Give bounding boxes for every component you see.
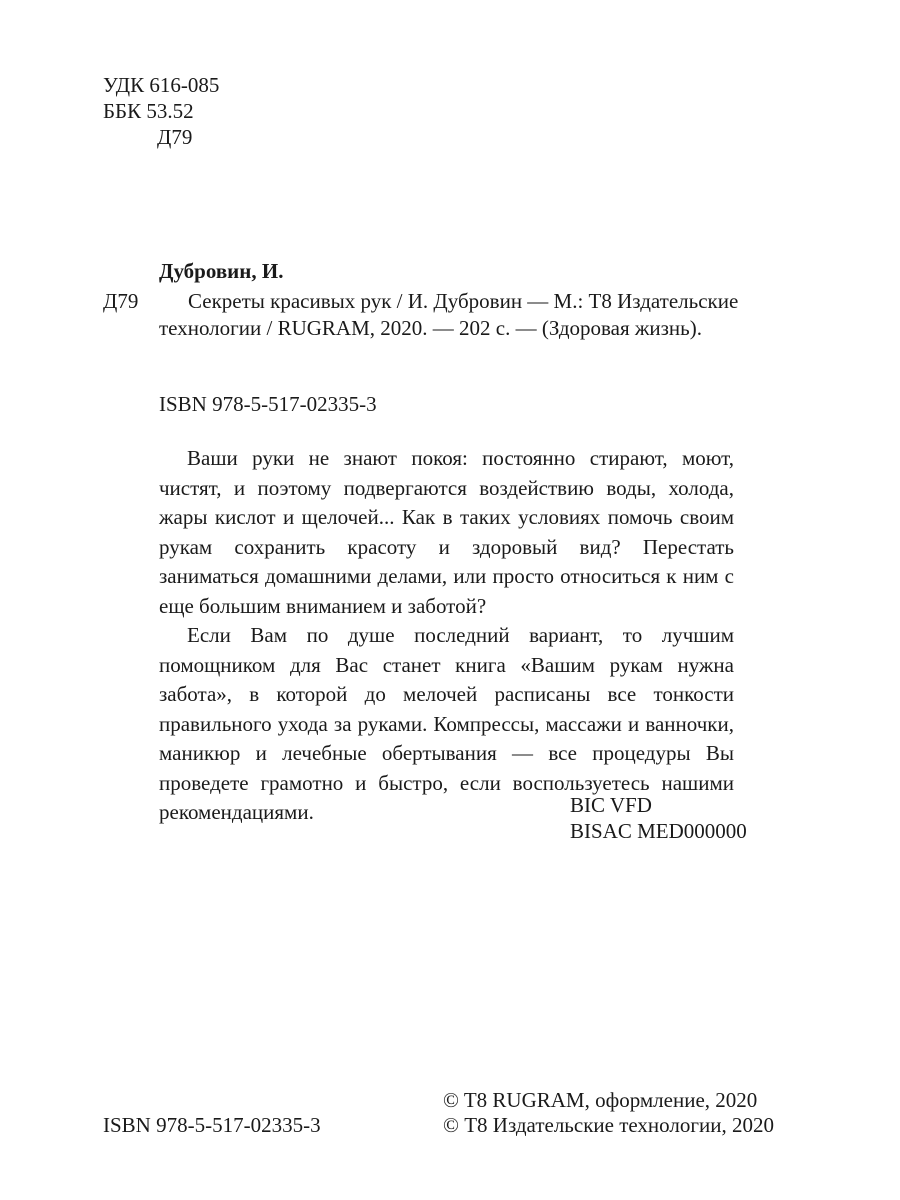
bib-description-line2: технологии / RUGRAM, 2020. — 202 с. — (Здоровая жизнь).	[159, 316, 702, 340]
annotation-paragraph-2: Если Вам по душе последний вариант, то лучшим помощником для Вас станет книга «Вашим рукам нужна забота», в которой до мелочей расписаны все тонкости правильного ухода за руками. Компрессы, массажи и ванночки, маникюр и лечебные обертывания — все процедуры Вы проведете грамотно и быстро, если воспользуетесь нашими рекомендациями.	[159, 623, 734, 824]
bic-code: BIC VFD	[570, 793, 652, 817]
bisac-code: BISAC MED000000	[570, 819, 747, 843]
copyright-t8: © Т8 Издательские технологии, 2020	[443, 1113, 774, 1137]
udk-code: УДК 616-085	[103, 73, 220, 97]
annotation	[159, 444, 734, 828]
annotation-paragraph-1: Ваши руки не знают покоя: постоянно стирают, моют, чистят, и поэтому подвергаются воздействию воды, холода, жары кислот и щелочей... Как в таких условиях помочь своим рукам сохранить красоту и здоровый вид? Перестать заниматься домашними делами, или просто относиться к ним с еще большим вниманием и заботой?	[159, 446, 734, 618]
footer-isbn: ISBN 978-5-517-02335-3	[103, 1113, 321, 1137]
isbn-entry: ISBN 978-5-517-02335-3	[159, 392, 377, 416]
author-mark-top: Д79	[157, 125, 193, 149]
bib-description-line1: Секреты красивых рук / И. Дубровин — М.: Т8 Издательские	[188, 289, 739, 313]
bbk-code: ББК 53.52	[103, 99, 194, 123]
author-name: Дубровин, И.	[159, 259, 284, 283]
copyright-rugram: © T8 RUGRAM, оформление, 2020	[443, 1088, 758, 1112]
author-mark-entry: Д79	[103, 289, 139, 313]
